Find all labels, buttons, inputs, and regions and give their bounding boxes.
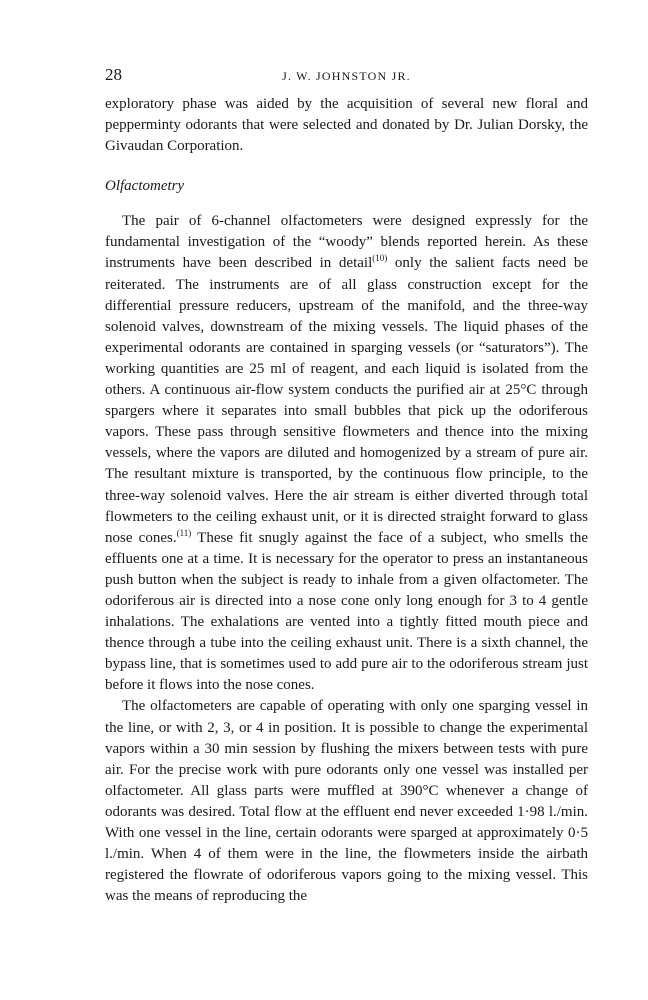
paragraph-1-text-a: The pair of 6-channel olfactometers were designed expressly for the fundamental investigation of the “woody” blends reported herein. As these instruments have been described in detail [105,213,588,272]
body-paragraph-2: The olfactometers are capable of operating with only one sparging vessel in the line, or with 2, 3, or 4 in position. It is possible to change the experimental vapors within a 30 min session by flushing the mixers between tests with pure air. For the precise work with pure odorants only one vessel was installed per olfactometer. All glass parts were muffled at 390°C whenever a change of odorants was desired. Total flow at the effluent end never exceeded 1·98 l./min. With one vessel in the line, certain odorants were sparged at approximately 0·5 l./min. When 4 of them were in the line, the flowmeters inside the airbath registered the flowrate of odoriferous vapors going to the mixing vessel. This was the means of reproducing the [105,698,588,905]
paragraph-1-text-c: These fit snugly against the face of a subject, who smells the effluents one at a time. It is necessary for the operator to press an instantaneous push button when the subject is ready to inhale from a given olfactometer. The odoriferous air is directed into a nose cone only long enough for 3 to 4 gentle inhalations. The exhalations are vented into a tightly fitted mouth piece and thence through a tube into the ceiling exhaust unit. There is a sixth channel, the bypass line, that is sometimes used to add pure air to the odoriferous stream just before it flows into the nose cones. [105,529,589,694]
section-heading: Olfactometry [105,178,185,195]
document-page [105,64,588,907]
intro-paragraph: exploratory phase was aided by the acquisition of several new floral and pepperminty odorants that were selected and donated by Dr. Julian Dorsky, the Givaudan Corporation. [105,96,588,155]
running-header [105,64,588,88]
paragraph-1-text-b: only the salient facts need be reiterated. The instruments are of all glass construction except for the differential pressure reducers, upstream of the manifold, and the three-way solenoid valves, downstream of the mixing vessels. The liquid phases of the experimental odorants are contained in sparging vessels (or “saturators”). The working quantities are 25 ml of reagent, and each liquid is isolated from the others. A continuous air-flow system conducts the purified air at 25°C through spargers where it separates into small bubbles that pick up the odoriferous vapors. These pass through sensitive flowmeters and thence into the mixing vessels, where the vapors are diluted and homogenized by a stream of pure air. The resultant mixture is transported, by the continuous flow principle, to the three-way solenoid valves. Here the air stream is either diverted through total flowmeters to the ceiling exhaust unit, or it is directed straight forward to glass nose cones. [105,255,589,546]
reference-10: (10) [372,253,388,264]
page-number: 28 [105,65,122,84]
reference-11: (11) [176,527,192,538]
body-paragraph-1 [105,211,588,696]
running-title: J. W. JOHNSTON JR. [282,69,411,83]
